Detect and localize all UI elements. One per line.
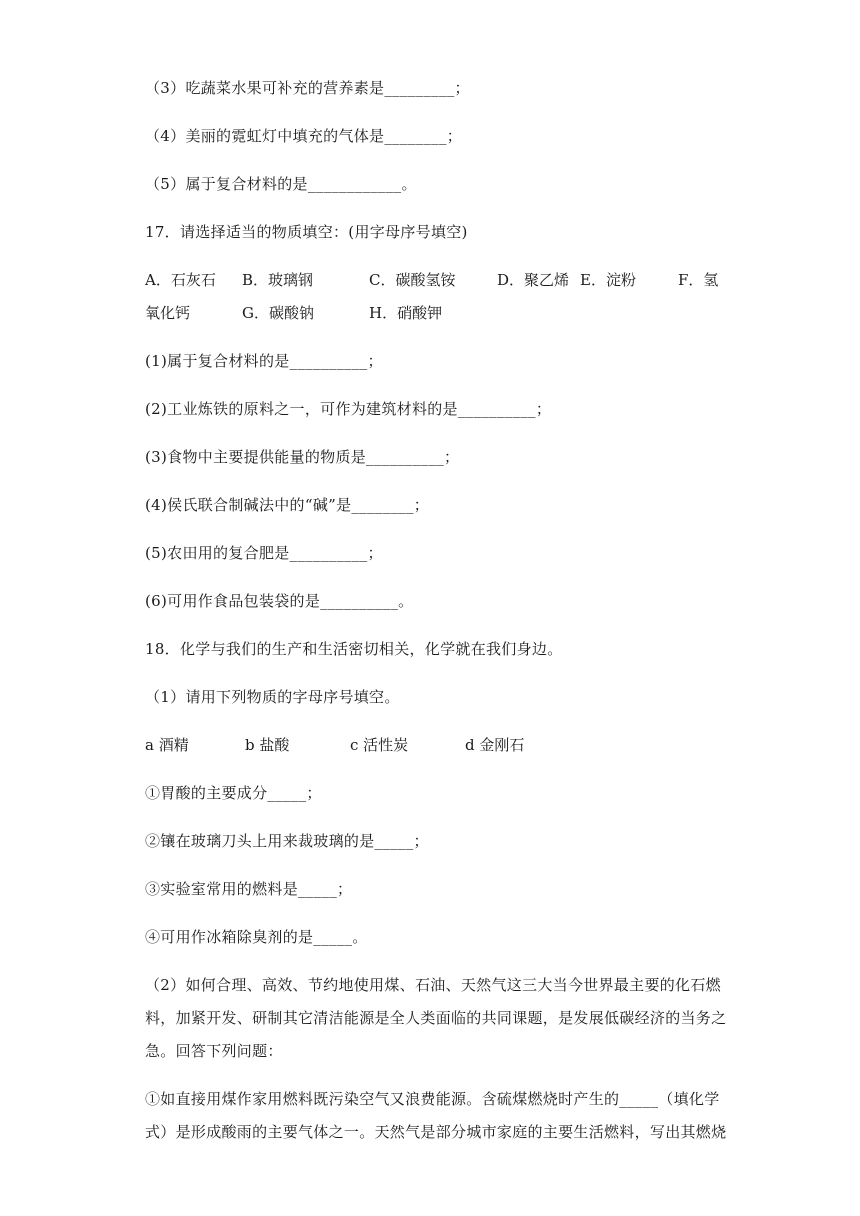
q18-part2-line-1: （2）如何合理、高效、节约地使用煤、石油、天然气这三大当今世界最主要的化石燃 xyxy=(145,976,721,994)
q17-option-b: B．玻璃钢 xyxy=(242,271,314,289)
q18-part2-line-3: 急。回答下列问题： xyxy=(145,1042,283,1060)
q17-option-f-part2: 氧化钙 xyxy=(145,304,191,322)
q17-option-e: E．淀粉 xyxy=(580,271,636,289)
q18-part1-item-1: ①胃酸的主要成分_____； xyxy=(145,784,322,802)
q16-item-3: （3）吃蔬菜水果可补充的营养素是_________； xyxy=(145,79,470,97)
q17-option-h: H．硝酸钾 xyxy=(369,304,443,322)
q18-option-d: d 金刚石 xyxy=(465,736,525,754)
q18-options-row xyxy=(145,735,725,755)
q18-option-a: a 酒精 xyxy=(145,736,189,754)
q18-part1-item-3: ③实验室常用的燃料是_____； xyxy=(145,880,353,898)
q17-option-a: A．石灰石 xyxy=(145,271,216,289)
q17-item-4: (4)侯氏联合制碱法中的“碱”是________； xyxy=(145,496,430,514)
q18-stem: 18．化学与我们的生产和生活密切相关，化学就在我们身边。 xyxy=(145,640,563,658)
q18-part1-item-4: ④可用作冰箱除臭剂的是_____。 xyxy=(145,928,368,946)
q16-item-5: （5）属于复合材料的是____________。 xyxy=(145,175,417,193)
q17-option-f-part1: F．氢 xyxy=(678,271,719,289)
q17-item-2: (2)工业炼铁的原料之一，可作为建筑材料的是__________； xyxy=(145,400,552,418)
q18-part2-item-1-line-1: ①如直接用煤作家用燃料既污染空气又浪费能源。含硫煤燃烧时产生的_____（填化学 xyxy=(145,1090,720,1108)
q18-part1-item-2: ②镶在玻璃刀头上用来裁玻璃的是_____； xyxy=(145,832,429,850)
q17-option-c: C．碳酸氢铵 xyxy=(369,271,456,289)
q17-options-row-2 xyxy=(145,303,725,323)
q17-options-row-1 xyxy=(145,270,725,290)
q17-option-d: D．聚乙烯 xyxy=(497,271,570,289)
q18-part1-stem: （1）请用下列物质的字母序号填空。 xyxy=(145,688,400,706)
q17-item-5: (5)农田用的复合肥是__________； xyxy=(145,544,383,562)
q18-option-c: c 活性炭 xyxy=(350,736,409,754)
q17-item-3: (3)食物中主要提供能量的物质是__________； xyxy=(145,448,460,466)
q16-item-4: （4）美丽的霓虹灯中填充的气体是________； xyxy=(145,127,463,145)
q18-part2-line-2: 料，加紧开发、研制其它清洁能源是全人类面临的共同课题，是发展低碳经济的当务之 xyxy=(145,1009,727,1027)
q17-item-6: (6)可用作食品包装袋的是__________。 xyxy=(145,592,414,610)
q17-option-g: G．碳酸钠 xyxy=(242,304,314,322)
q18-part2-item-1-line-2: 式）是形成酸雨的主要气体之一。天然气是部分城市家庭的主要生活燃料，写出其燃烧 xyxy=(145,1123,727,1141)
q17-item-1: (1)属于复合材料的是__________； xyxy=(145,352,383,370)
q17-stem: 17．请选择适当的物质填空：(用字母序号填空) xyxy=(145,223,468,241)
q18-option-b: b 盐酸 xyxy=(245,736,290,754)
